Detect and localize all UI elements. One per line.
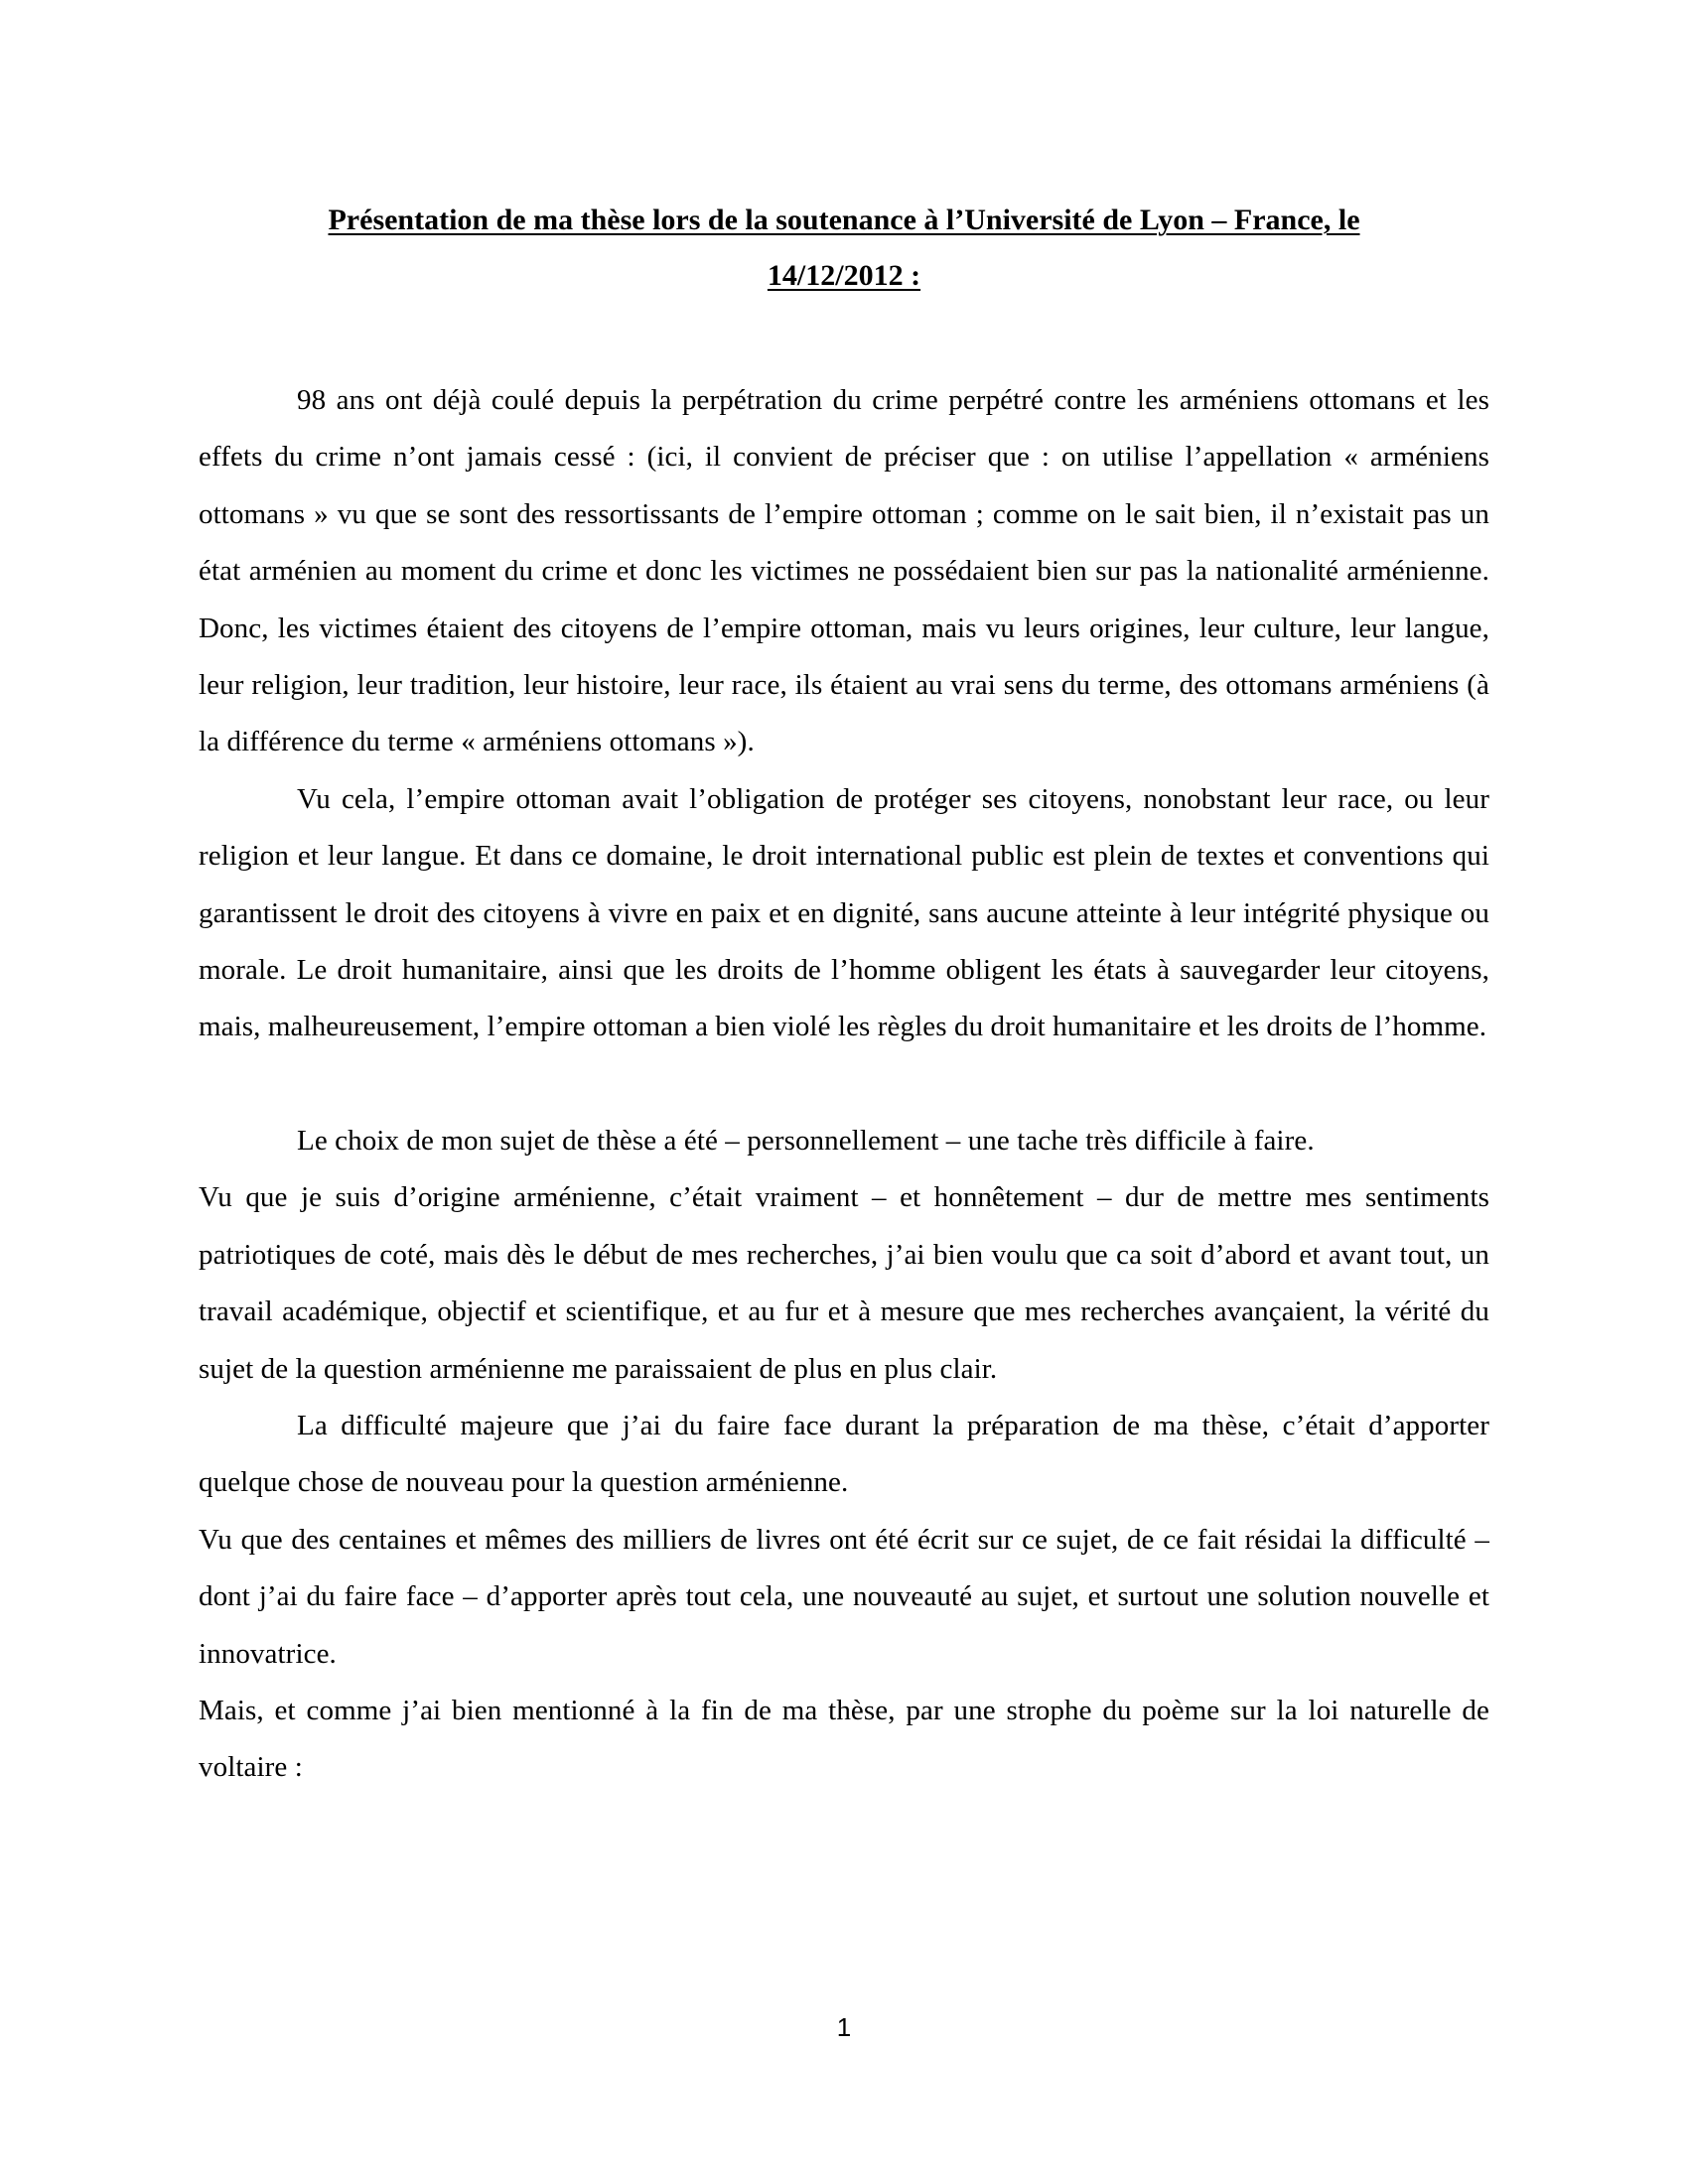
document-title <box>199 193 1489 304</box>
document-body <box>199 372 1489 1797</box>
page-content <box>199 193 1489 1797</box>
paragraph-5: La difficulté majeure que j’ai du faire face durant la préparation de ma thèse, c’était d’apporter quelque chose de nouveau pour la question arménienne. <box>199 1409 1489 1499</box>
title-line-2: 14/12/2012 : <box>767 259 921 292</box>
page-number: 1 <box>836 2012 852 2042</box>
paragraph-3: Le choix de mon sujet de thèse a été – personnellement – une tache très difficile à faire. <box>297 1124 1315 1157</box>
paragraph-1: 98 ans ont déjà coulé depuis la perpétration du crime perpétré contre les arméniens ottomans et les effets du crime n’ont jamais cessé : (ici, il convient de préciser que : on utilise l’appellation « arméniens ottomans » vu que se sont des ressortissants de l’empire ottoman ; comme on le sait bien, il n’existait pas un état arménien au moment du crime et donc les victimes ne possédaient bien sur pas la nationalité arménienne. Donc, les victimes étaient des citoyens de l’empire ottoman, mais vu leurs origines, leur culture, leur langue, leur religion, leur tradition, leur histoire, leur race, ils étaient au vrai sens du terme, des ottomans arméniens (à la différence du terme « arméniens ottomans »). <box>199 384 1489 758</box>
paragraph-2: Vu cela, l’empire ottoman avait l’obligation de protéger ses citoyens, nonobstant leur race, ou leur religion et leur langue. Et dans ce domaine, le droit international public est plein de textes et conventions qui garantissent le droit des citoyens à vivre en paix et en dignité, sans aucune atteinte à leur intégrité physique ou morale. Le droit humanitaire, ainsi que les droits de l’homme obligent les états à sauvegarder leur citoyens, mais, malheureusement, l’empire ottoman a bien violé les règles du droit humanitaire et les droits de l’homme. <box>199 782 1489 1043</box>
paragraph-4: Vu que je suis d’origine arménienne, c’était vraiment – et honnêtement – dur de mettre mes sentiments patriotiques de coté, mais dès le début de mes recherches, j’ai bien voulu que ca soit d’abord et avant tout, un travail académique, objectif et scientifique, et au fur et à mesure que mes recherches avançaient, la vérité du sujet de la question arménienne me paraissaient de plus en plus clair. <box>199 1181 1489 1385</box>
title-line-1: Présentation de ma thèse lors de la soutenance à l’Université de Lyon – France, le <box>328 204 1360 236</box>
paragraph-6: Vu que des centaines et mêmes des milliers de livres ont été écrit sur ce sujet, de ce fait résidai la difficulté – dont j’ai du faire face – d’apporter après tout cela, une nouveauté au sujet, et surtout une solution nouvelle et innovatrice. <box>199 1523 1489 1670</box>
paragraph-7: Mais, et comme j’ai bien mentionné à la fin de ma thèse, par une strophe du poème sur la loi naturelle de voltaire : <box>199 1694 1489 1784</box>
